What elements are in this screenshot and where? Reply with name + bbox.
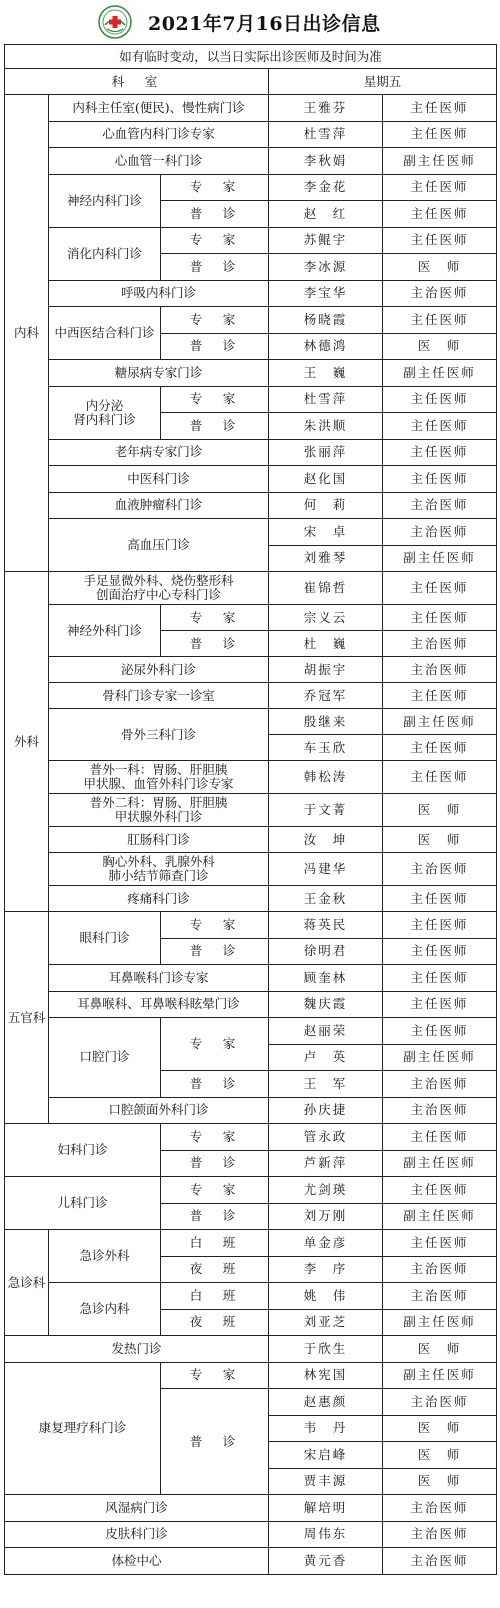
doctor-title: 主任医师 xyxy=(383,1230,497,1257)
clinic-name xyxy=(49,794,269,827)
doctor-name: 汝 坤 xyxy=(269,827,383,853)
doctor-name: 冯建华 xyxy=(269,853,383,886)
table-row xyxy=(5,1230,497,1257)
table-row xyxy=(5,1362,497,1389)
doctor-name: 王金秋 xyxy=(269,886,383,912)
clinic-name-line: 手足显微外科、烧伤整形科 xyxy=(83,573,234,588)
clinic-name: 糖尿病专家门诊 xyxy=(49,360,269,387)
doctor-name: 杜 巍 xyxy=(269,631,383,657)
hospital-logo-icon xyxy=(98,5,132,39)
doctor-title: 副主任医师 xyxy=(383,360,497,387)
doctor-name: 于文菁 xyxy=(269,794,383,827)
doctor-name: 林德鸿 xyxy=(269,333,383,360)
doctor-name: 赵化国 xyxy=(269,466,383,493)
doctor-title: 主任医师 xyxy=(383,413,497,440)
doctor-name: 李 序 xyxy=(269,1256,383,1283)
doctor-title: 主治医师 xyxy=(383,1548,497,1575)
clinic-name-line: 甲状腺、血管外科门诊专家 xyxy=(83,776,234,791)
doctor-title: 主任医师 xyxy=(383,735,497,761)
doctor-title: 副主任医师 xyxy=(383,709,497,735)
table-row xyxy=(5,439,497,466)
doctor-name: 魏庆霞 xyxy=(269,991,383,1018)
header-dept: 科 室 xyxy=(5,69,269,95)
doctor-title: 主治医师 xyxy=(383,1389,497,1416)
clinic-name: 耳鼻喉科、耳鼻喉科眩晕门诊 xyxy=(49,991,269,1018)
doctor-title: 医 师 xyxy=(383,254,497,281)
doctor-title: 主任医师 xyxy=(383,965,497,992)
clinic-name-line: 甲状腺外科门诊 xyxy=(114,809,203,824)
doctor-name: 孙庆捷 xyxy=(269,1097,383,1124)
table-row xyxy=(5,683,497,709)
session-label: 白 班 xyxy=(161,1283,269,1310)
session-label: 普 诊 xyxy=(161,1203,269,1230)
table-row xyxy=(5,1548,497,1575)
doctor-name: 李秋娟 xyxy=(269,148,383,175)
table-header-row xyxy=(5,69,497,95)
table-row xyxy=(5,912,497,939)
doctor-title: 主治医师 xyxy=(383,1495,497,1522)
session-label: 专 家 xyxy=(161,605,269,631)
doctor-name: 黄元香 xyxy=(269,1548,383,1575)
session-label: 专 家 xyxy=(161,1177,269,1204)
doctor-title: 主治医师 xyxy=(383,631,497,657)
table-row xyxy=(5,605,497,631)
doctor-title: 主任医师 xyxy=(383,991,497,1018)
doctor-title: 主治医师 xyxy=(383,1097,497,1124)
table-row xyxy=(5,709,497,735)
doctor-title: 主任医师 xyxy=(383,174,497,201)
doctor-name: 李金花 xyxy=(269,174,383,201)
clinic-name xyxy=(49,572,269,605)
session-label: 专 家 xyxy=(161,307,269,334)
clinic-name: 老年病专家门诊 xyxy=(49,439,269,466)
doctor-name: 顾奎林 xyxy=(269,965,383,992)
doctor-title: 主任医师 xyxy=(383,683,497,709)
doctor-title: 副主任医师 xyxy=(383,1150,497,1177)
doctor-name: 王 军 xyxy=(269,1071,383,1098)
doctor-title: 主任医师 xyxy=(383,886,497,912)
doctor-name: 单金彦 xyxy=(269,1230,383,1257)
notice-text: 如有临时变动，以当日实际出诊医师及时间为准 xyxy=(5,45,497,69)
doctor-name: 周伟东 xyxy=(269,1521,383,1548)
doctor-title: 主任医师 xyxy=(383,572,497,605)
doctor-title: 主任医师 xyxy=(383,386,497,413)
table-row xyxy=(5,492,497,519)
clinic-name-line: 胸心外科、乳腺外科 xyxy=(102,854,215,869)
clinic-name: 耳鼻喉科门诊专家 xyxy=(49,965,269,992)
group-jizhen: 急诊科 xyxy=(5,1230,49,1336)
session-label: 普 诊 xyxy=(161,1150,269,1177)
doctor-name: 卢 英 xyxy=(269,1044,383,1071)
clinic-name-line: 肾内科门诊 xyxy=(73,411,136,427)
doctor-title: 主任医师 xyxy=(383,307,497,334)
doctor-name: 赵惠颜 xyxy=(269,1389,383,1416)
doctor-name: 杨晓霞 xyxy=(269,307,383,334)
clinic-name: 心血管一科门诊 xyxy=(49,148,269,175)
table-row xyxy=(5,965,497,992)
session-label: 专 家 xyxy=(161,1124,269,1151)
clinic-name: 眼科门诊 xyxy=(49,912,161,965)
doctor-name: 芦新萍 xyxy=(269,1150,383,1177)
table-row xyxy=(5,466,497,493)
doctor-name: 胡振宇 xyxy=(269,657,383,683)
doctor-title: 副主任医师 xyxy=(383,148,497,175)
doctor-title: 主任医师 xyxy=(383,95,497,122)
table-row xyxy=(5,519,497,546)
doctor-title: 主任医师 xyxy=(383,761,497,794)
doctor-name: 李冰源 xyxy=(269,254,383,281)
doctor-name: 管永政 xyxy=(269,1124,383,1151)
session-label: 普 诊 xyxy=(161,254,269,281)
doctor-name: 宋 卓 xyxy=(269,519,383,546)
doctor-name: 崔锦哲 xyxy=(269,572,383,605)
session-label: 普 诊 xyxy=(161,201,269,228)
doctor-title: 医 师 xyxy=(383,1336,497,1363)
doctor-title: 主任医师 xyxy=(383,1124,497,1151)
session-label: 专 家 xyxy=(161,386,269,413)
session-label: 专 家 xyxy=(161,1362,269,1389)
doctor-title: 主任医师 xyxy=(383,912,497,939)
doctor-name: 尤剑瑛 xyxy=(269,1177,383,1204)
table-row xyxy=(5,572,497,605)
group-neike: 内科 xyxy=(5,95,49,572)
doctor-title: 医 师 xyxy=(383,827,497,853)
doctor-title: 主治医师 xyxy=(383,280,497,307)
session-label: 普 诊 xyxy=(161,333,269,360)
table-row xyxy=(5,1283,497,1310)
clinic-name xyxy=(49,386,161,439)
clinic-name: 急诊内科 xyxy=(49,1283,161,1336)
doctor-name: 张丽萍 xyxy=(269,439,383,466)
clinic-name: 骨科门诊专家一诊室 xyxy=(49,683,269,709)
doctor-name: 于欣生 xyxy=(269,1336,383,1363)
table-row xyxy=(5,227,497,254)
doctor-title: 医 师 xyxy=(383,333,497,360)
table-row xyxy=(5,794,497,827)
doctor-name: 李宝华 xyxy=(269,280,383,307)
doctor-name: 王 巍 xyxy=(269,360,383,387)
group-fuke: 妇科门诊 xyxy=(5,1124,161,1177)
doctor-title: 主治医师 xyxy=(383,853,497,886)
table-row xyxy=(5,360,497,387)
doctor-name: 韩松涛 xyxy=(269,761,383,794)
doctor-title: 主治医师 xyxy=(383,519,497,546)
doctor-name: 刘亚芝 xyxy=(269,1309,383,1336)
group-fengshi: 风湿病门诊 xyxy=(5,1495,269,1522)
doctor-name: 乔冠军 xyxy=(269,683,383,709)
doctor-name: 赵 红 xyxy=(269,201,383,228)
doctor-title: 主任医师 xyxy=(383,201,497,228)
clinic-name: 口腔门诊 xyxy=(49,1018,161,1098)
session-label: 专 家 xyxy=(161,912,269,939)
doctor-title: 医 师 xyxy=(383,794,497,827)
clinic-name xyxy=(49,761,269,794)
doctor-name: 解培明 xyxy=(269,1495,383,1522)
doctor-name: 姚 伟 xyxy=(269,1283,383,1310)
clinic-name: 神经外科门诊 xyxy=(49,605,161,657)
clinic-name: 心血管内科门诊专家 xyxy=(49,121,269,148)
table-row xyxy=(5,991,497,1018)
clinic-name-line: 肺小结节筛查门诊 xyxy=(108,868,209,883)
doctor-title: 医 师 xyxy=(383,1442,497,1469)
clinic-name: 呼吸内科门诊 xyxy=(49,280,269,307)
doctor-title: 主任医师 xyxy=(383,1018,497,1045)
group-wuguan: 五官科 xyxy=(5,912,49,1124)
clinic-name: 骨外三科门诊 xyxy=(49,709,269,761)
doctor-title: 主任医师 xyxy=(383,439,497,466)
clinic-name-line: 普外二科：胃肠、肝胆胰 xyxy=(89,795,228,810)
doctor-name: 徐明君 xyxy=(269,938,383,965)
session-label: 普 诊 xyxy=(161,631,269,657)
schedule-table xyxy=(4,44,497,1575)
table-row xyxy=(5,1018,497,1045)
table-row xyxy=(5,1097,497,1124)
group-kangfu: 康复理疗科门诊 xyxy=(5,1362,161,1495)
session-label: 夜 班 xyxy=(161,1256,269,1283)
table-row xyxy=(5,174,497,201)
doctor-name: 林宪国 xyxy=(269,1362,383,1389)
doctor-title: 副主任医师 xyxy=(383,545,497,572)
doctor-title: 主治医师 xyxy=(383,1283,497,1310)
group-pifu: 皮肤科门诊 xyxy=(5,1521,269,1548)
doctor-title: 主治医师 xyxy=(383,657,497,683)
doctor-name: 何 莉 xyxy=(269,492,383,519)
clinic-name: 高血压门诊 xyxy=(49,519,269,572)
table-row xyxy=(5,280,497,307)
clinic-name: 血液肿瘤科门诊 xyxy=(49,492,269,519)
doctor-name: 朱洪顺 xyxy=(269,413,383,440)
table-row xyxy=(5,761,497,794)
group-tijian: 体检中心 xyxy=(5,1548,269,1575)
table-row xyxy=(5,1336,497,1363)
table-row xyxy=(5,1495,497,1522)
table-row xyxy=(5,148,497,175)
session-label: 专 家 xyxy=(161,1018,269,1071)
clinic-name: 中西医结合科门诊 xyxy=(49,307,161,360)
clinic-name-line: 普外一科：胃肠、肝胆胰 xyxy=(89,762,228,777)
clinic-name-line: 内分泌 xyxy=(85,397,124,413)
doctor-title: 医 师 xyxy=(383,1415,497,1442)
doctor-name: 车玉欣 xyxy=(269,735,383,761)
table-row xyxy=(5,95,497,122)
page-header xyxy=(0,0,500,44)
table-row xyxy=(5,657,497,683)
session-label: 专 家 xyxy=(161,227,269,254)
clinic-name-line: 创面治疗中心专科门诊 xyxy=(95,587,221,602)
clinic-name: 神经内科门诊 xyxy=(49,174,161,227)
session-label: 普 诊 xyxy=(161,413,269,440)
clinic-name: 泌尿外科门诊 xyxy=(49,657,269,683)
clinic-name: 肛肠科门诊 xyxy=(49,827,269,853)
clinic-name xyxy=(49,853,269,886)
table-row xyxy=(5,1521,497,1548)
group-waike: 外科 xyxy=(5,572,49,912)
doctor-title: 副主任医师 xyxy=(383,1044,497,1071)
session-label: 白 班 xyxy=(161,1230,269,1257)
doctor-name: 刘万刚 xyxy=(269,1203,383,1230)
doctor-title: 主治医师 xyxy=(383,1071,497,1098)
doctor-title: 主治医师 xyxy=(383,1521,497,1548)
doctor-name: 杜雪萍 xyxy=(269,121,383,148)
group-erke: 儿科门诊 xyxy=(5,1177,161,1230)
doctor-title: 主治医师 xyxy=(383,492,497,519)
table-row xyxy=(5,1177,497,1204)
doctor-title: 主任医师 xyxy=(383,466,497,493)
doctor-title: 主任医师 xyxy=(383,605,497,631)
doctor-name: 殷继来 xyxy=(269,709,383,735)
group-fare: 发热门诊 xyxy=(5,1336,269,1363)
doctor-title: 医 师 xyxy=(383,1468,497,1495)
doctor-title: 主任医师 xyxy=(383,121,497,148)
clinic-name: 急诊外科 xyxy=(49,1230,161,1283)
clinic-name: 消化内科门诊 xyxy=(49,227,161,280)
doctor-title: 副主任医师 xyxy=(383,1309,497,1336)
table-row xyxy=(5,827,497,853)
doctor-name: 苏鲲宇 xyxy=(269,227,383,254)
doctor-name: 蒋英民 xyxy=(269,912,383,939)
doctor-name: 宗义云 xyxy=(269,605,383,631)
session-label: 夜 班 xyxy=(161,1309,269,1336)
table-row xyxy=(5,307,497,334)
table-row xyxy=(5,121,497,148)
session-label: 普 诊 xyxy=(161,1389,269,1495)
session-label: 普 诊 xyxy=(161,1071,269,1098)
clinic-name: 内科主任室(便民)、慢性病门诊 xyxy=(49,95,269,122)
notice-row xyxy=(5,45,497,69)
doctor-name: 王雅芬 xyxy=(269,95,383,122)
clinic-name: 口腔颌面外科门诊 xyxy=(49,1097,269,1124)
doctor-name: 贾丰源 xyxy=(269,1468,383,1495)
session-label: 普 诊 xyxy=(161,938,269,965)
page-title: 2021年7月16日出诊信息 xyxy=(148,13,381,35)
table-row xyxy=(5,853,497,886)
doctor-title: 主任医师 xyxy=(383,227,497,254)
doctor-title: 主治医师 xyxy=(383,1256,497,1283)
session-label: 专 家 xyxy=(161,174,269,201)
table-row xyxy=(5,886,497,912)
doctor-title: 副主任医师 xyxy=(383,1203,497,1230)
doctor-name: 杜雪萍 xyxy=(269,386,383,413)
doctor-name: 刘雅琴 xyxy=(269,545,383,572)
doctor-name: 宋启峰 xyxy=(269,1442,383,1469)
doctor-title: 副主任医师 xyxy=(383,1362,497,1389)
doctor-title: 主任医师 xyxy=(383,1177,497,1204)
doctor-name: 韦 丹 xyxy=(269,1415,383,1442)
doctor-title: 主任医师 xyxy=(383,938,497,965)
doctor-name: 赵丽荣 xyxy=(269,1018,383,1045)
header-day: 星期五 xyxy=(269,69,497,95)
clinic-name: 疼痛科门诊 xyxy=(49,886,269,912)
table-row xyxy=(5,386,497,413)
table-row xyxy=(5,1124,497,1151)
clinic-name: 中医科门诊 xyxy=(49,466,269,493)
